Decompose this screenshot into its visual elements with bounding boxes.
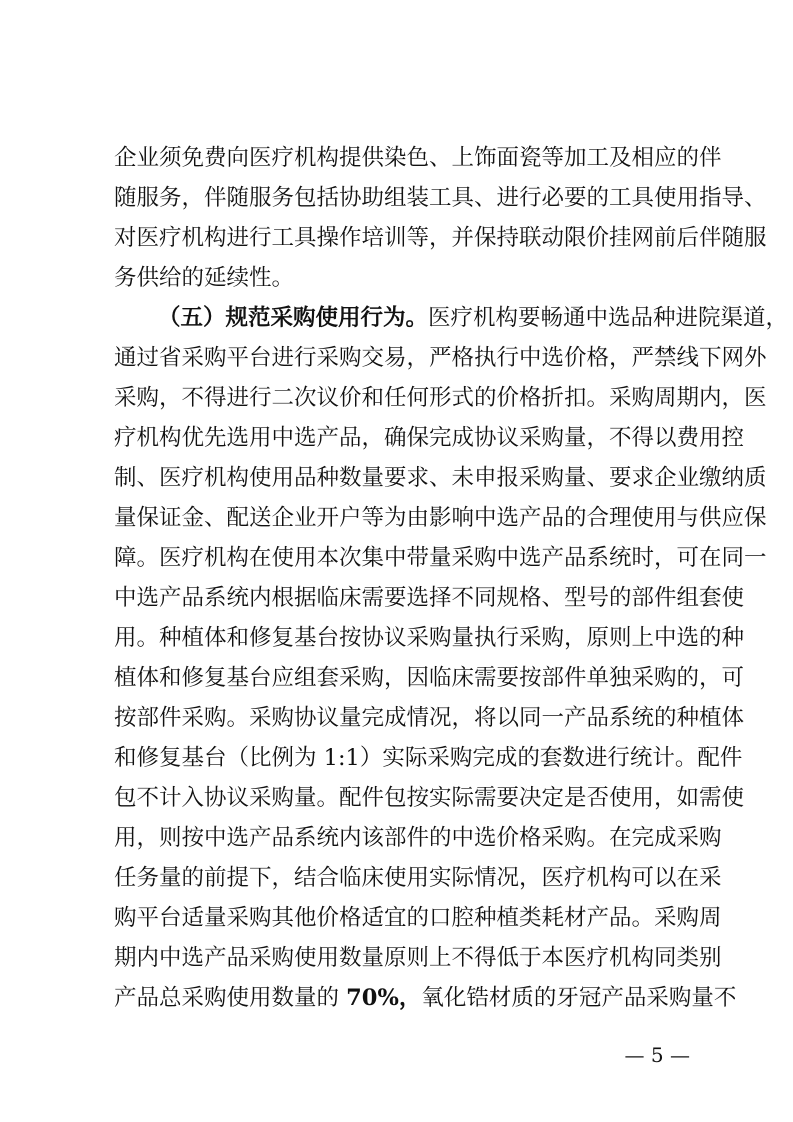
paragraph-2-line-14: 用，则按中选产品系统内该部件的中选价格采购。在完成采购 xyxy=(114,825,722,851)
paragraph-2-line-13: 包不计入协议采购量。配件包按实际需要决定是否使用，如需使 xyxy=(114,785,745,811)
paragraph-2-line-15: 任务量的前提下，结合临床使用实际情况，医疗机构可以在采 xyxy=(114,865,722,891)
paragraph-2-line-6: 量保证金、配送企业开户等为由影响中选产品的合理使用与供应保 xyxy=(114,505,767,531)
paragraph-2-line-16: 购平台适量采购其他价格适宜的口腔种植类耗材产品。采购周 xyxy=(114,905,722,931)
paragraph-2-line-18 xyxy=(114,978,737,1018)
paragraph-2-line-10: 植体和修复基台应组套采购，因临床需要按部件单独采购的，可 xyxy=(114,665,745,691)
paragraph-2-line-5: 制、医疗机构使用品种数量要求、未申报采购量、要求企业缴纳质 xyxy=(114,465,767,491)
percentage-value: 70%， xyxy=(346,985,422,1011)
paragraph-2-line-1 xyxy=(158,298,789,338)
paragraph-2-line-4: 疗机构优先选用中选产品，确保完成协议采购量，不得以费用控 xyxy=(114,425,745,451)
paragraph-2-line-7: 障。医疗机构在使用本次集中带量采购中选产品系统时，可在同一 xyxy=(114,545,767,571)
paragraph-2-line-17: 期内中选产品采购使用数量原则上不得低于本医疗机构同类别 xyxy=(114,945,722,971)
paragraph-1-line-4: 务供给的延续性。 xyxy=(114,265,295,291)
paragraph-2-line-8: 中选产品系统内根据临床需要选择不同规格、型号的部件组套使 xyxy=(114,585,745,611)
paragraph-2-line-11: 按部件采购。采购协议量完成情况，将以同一产品系统的种植体 xyxy=(114,705,745,731)
page-number: — 5 — xyxy=(624,1043,690,1067)
paragraph-2-line-9: 用。种植体和修复基台按协议采购量执行采购，原则上中选的种 xyxy=(114,625,745,651)
paragraph-1-line-3: 对医疗机构进行工具操作培训等，并保持联动限价挂网前后伴随服 xyxy=(114,225,767,251)
paragraph-1-line-2: 随服务，伴随服务包括协助组装工具、进行必要的工具使用指导、 xyxy=(114,185,767,211)
paragraph-1-line-1: 企业须免费向医疗机构提供染色、上饰面瓷等加工及相应的伴 xyxy=(114,145,722,171)
paragraph-2-line-2: 通过省采购平台进行采购交易，严格执行中选价格，严禁线下网外 xyxy=(114,345,767,371)
paragraph-2-line-1-rest: 医疗机构要畅通中选品种进院渠道， xyxy=(428,305,789,331)
section-heading: （五）规范采购使用行为。 xyxy=(158,305,429,331)
line-18-before: 产品总采购使用数量的 xyxy=(114,985,347,1011)
paragraph-2-line-3: 采购，不得进行二次议价和任何形式的价格折扣。采购周期内，医 xyxy=(114,385,767,411)
line-18-after: 氧化锆材质的牙冠产品采购量不 xyxy=(421,985,737,1011)
paragraph-2-line-12: 和修复基台（比例为 1:1）实际采购完成的套数进行统计。配件 xyxy=(114,745,743,771)
